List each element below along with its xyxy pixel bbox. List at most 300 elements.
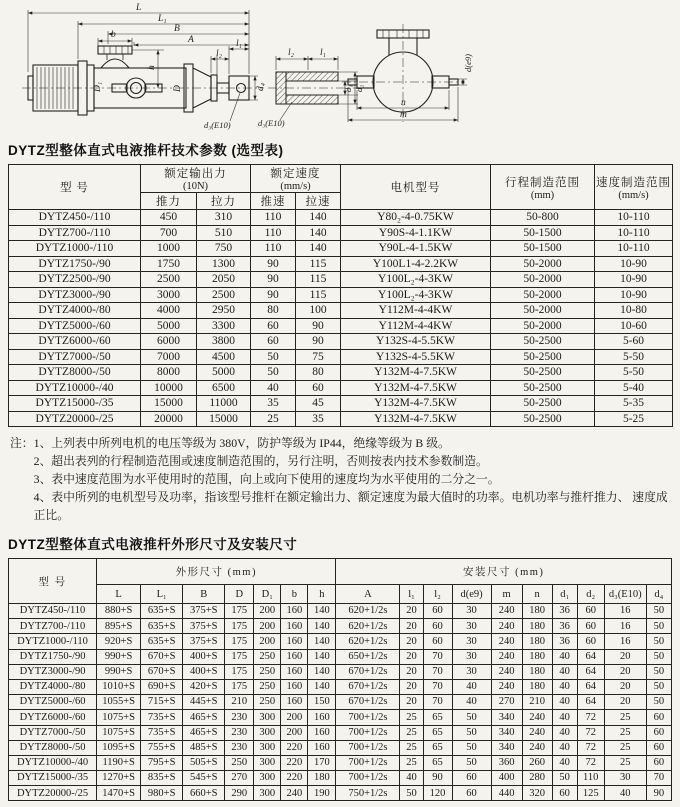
value-cell: 40 [452, 679, 491, 694]
value-cell: 25 [604, 755, 646, 770]
value-cell: 10-110 [595, 225, 673, 241]
value-cell: 240 [522, 710, 552, 725]
value-cell: 60 [296, 380, 341, 396]
value-cell: 180 [522, 649, 552, 664]
value-cell: 175 [225, 649, 254, 664]
model-cell: DYTZ6000-/60 [9, 710, 97, 725]
value-cell: 5-25 [595, 411, 673, 427]
value-cell: 5-60 [595, 334, 673, 350]
dim-label-detail-d2: d₂ [354, 84, 364, 92]
rated-speed-unit: (mm/s) [280, 181, 311, 192]
value-cell: 150 [308, 695, 336, 710]
value-cell: 1470+S [97, 786, 141, 801]
value-cell: 25 [604, 740, 646, 755]
col-header-pull-force: 拉力 [197, 193, 251, 210]
value-cell: 160 [281, 619, 308, 634]
value-cell: 50 [646, 649, 671, 664]
value-cell: 465+S [183, 725, 225, 740]
note-item: 4、表中所列的电机型号及功率，指该型号推杆在额定输出力、额定速度为最大值时的功率。电机功率与推杆推力、 速度成正比。 [33, 490, 668, 522]
value-cell: 260 [522, 755, 552, 770]
main-view [22, 46, 264, 115]
col-header-mount-group: 安装尺寸 (mm) [336, 559, 672, 585]
value-cell: 450 [141, 210, 197, 226]
value-cell: 20 [604, 649, 646, 664]
value-cell: 270 [225, 771, 254, 786]
value-cell: 90 [296, 318, 341, 334]
value-cell: 90 [251, 287, 296, 303]
value-cell: 90 [296, 334, 341, 350]
col-header-outline-group: 外形尺寸 (mm) [97, 559, 336, 585]
value-cell: 50 [452, 755, 491, 770]
value-cell: 240 [491, 604, 522, 619]
value-cell: 50-2500 [491, 380, 595, 396]
value-cell: 110 [251, 210, 296, 226]
value-cell: 250 [225, 755, 254, 770]
value-cell: 375+S [183, 604, 225, 619]
value-cell: 140 [308, 664, 336, 679]
value-cell: 920+S [97, 634, 141, 649]
end-view-labels [400, 54, 473, 120]
model-cell: DYTZ4000-/80 [9, 679, 97, 694]
value-cell: 1010+S [97, 679, 141, 694]
notes-list [34, 434, 670, 524]
value-cell: 64 [577, 664, 604, 679]
value-cell: 240 [522, 725, 552, 740]
value-cell: 300 [254, 755, 281, 770]
value-cell: 250 [254, 679, 281, 694]
dim-label-detail-l2: l₂ [288, 48, 294, 58]
value-cell: 20 [400, 664, 423, 679]
value-cell: 40 [552, 664, 577, 679]
value-cell: 5-40 [595, 380, 673, 396]
value-cell: 700+1/2s [336, 740, 400, 755]
value-cell: 120 [423, 786, 452, 801]
col-header-model2: 型 号 [9, 559, 97, 604]
value-cell: 60 [251, 334, 296, 350]
table-row [9, 272, 673, 288]
table-row [9, 679, 672, 694]
value-cell: Y132S-4-5.5KW [341, 334, 491, 350]
value-cell: 70 [423, 695, 452, 710]
col-header-pull-speed: 拉速 [296, 193, 341, 210]
dim-label-B: B [174, 24, 180, 34]
model-cell: DYTZ15000-/35 [9, 771, 97, 786]
dim-label-detail-l1: l₁ [320, 48, 326, 58]
value-cell: 25 [400, 710, 423, 725]
value-cell: 70 [423, 664, 452, 679]
value-cell: 670+1/2s [336, 695, 400, 710]
table-row [9, 225, 673, 241]
dim-label-n: n [401, 98, 406, 108]
dim-label-l1: l₁ [236, 39, 242, 49]
value-cell: 5-50 [595, 349, 673, 365]
value-cell: 400 [491, 771, 522, 786]
value-cell: 400+S [183, 664, 225, 679]
model-cell: DYTZ15000-/35 [9, 396, 141, 412]
value-cell: 64 [577, 649, 604, 664]
value-cell: 10-90 [595, 256, 673, 272]
value-cell: 980+S [141, 786, 183, 801]
value-cell: 1075+S [97, 725, 141, 740]
value-cell: 320 [522, 786, 552, 801]
value-cell: 64 [577, 679, 604, 694]
value-cell: 20 [400, 619, 423, 634]
value-cell: 60 [577, 604, 604, 619]
value-cell: 620+1/2s [336, 619, 400, 634]
model-cell: DYTZ10000-/40 [9, 380, 141, 396]
value-cell: 210 [225, 695, 254, 710]
value-cell: 700+1/2s [336, 771, 400, 786]
value-cell: 50-2000 [491, 287, 595, 303]
col-header-rated-speed [251, 165, 341, 193]
value-cell: 240 [491, 649, 522, 664]
table-row [9, 634, 672, 649]
value-cell: 240 [491, 619, 522, 634]
value-cell: 1270+S [97, 771, 141, 786]
value-cell: Y132M-4-7.5KW [341, 365, 491, 381]
value-cell: 65 [423, 710, 452, 725]
value-cell: 115 [296, 287, 341, 303]
value-cell: 125 [577, 786, 604, 801]
value-cell: 1300 [197, 256, 251, 272]
value-cell: 20000 [141, 411, 197, 427]
value-cell: 240 [491, 634, 522, 649]
model-cell: DYTZ3000-/90 [9, 287, 141, 303]
value-cell: 635+S [141, 604, 183, 619]
value-cell: 140 [308, 619, 336, 634]
value-cell: 635+S [141, 619, 183, 634]
value-cell: 310 [197, 210, 251, 226]
table-row [9, 695, 672, 710]
stroke-range-unit: (mm) [530, 189, 555, 201]
value-cell: 6000 [141, 334, 197, 350]
value-cell: 60 [577, 634, 604, 649]
value-cell: 50 [251, 365, 296, 381]
value-cell: 160 [281, 695, 308, 710]
note-item: 3、表中速度范围为水平使用时的范围，向上或向下使用的速度均为水平使用的二分之一。 [33, 472, 500, 486]
note-item: 1、上列表中所列电机的电压等级为 380V，防护等级为 IP44，绝缘等级为 B 级。 [33, 436, 450, 450]
value-cell: 1190+S [97, 755, 141, 770]
value-cell: 175 [225, 634, 254, 649]
value-cell: 60 [423, 619, 452, 634]
table2-body [9, 604, 672, 801]
value-cell: 100 [296, 303, 341, 319]
rated-force-unit: (10N) [182, 181, 209, 192]
value-cell: 180 [522, 604, 552, 619]
value-cell: 5-35 [595, 396, 673, 412]
value-cell: 72 [577, 755, 604, 770]
dim-label-h: h [147, 65, 157, 70]
model-cell: DYTZ450-/110 [9, 604, 97, 619]
model-cell: DYTZ7000-/50 [9, 725, 97, 740]
value-cell: 10-60 [595, 318, 673, 334]
value-cell: 30 [452, 604, 491, 619]
value-cell: Y90L-4-1.5KW [341, 241, 491, 257]
value-cell: Y132M-4-7.5KW [341, 396, 491, 412]
value-cell: 20 [604, 679, 646, 694]
stroke-range-label: 行程制造范围 [505, 176, 580, 189]
dim-label-de9: d(e9) [463, 54, 473, 72]
value-cell: 3800 [197, 334, 251, 350]
col-header-d4: d₄ [646, 585, 671, 604]
value-cell: 50 [452, 725, 491, 740]
value-cell: 2500 [141, 272, 197, 288]
value-cell: 40 [552, 695, 577, 710]
value-cell: 7000 [141, 349, 197, 365]
dimensions-table [8, 558, 672, 801]
value-cell: 300 [254, 725, 281, 740]
value-cell: 180 [522, 679, 552, 694]
col-header-push-speed: 推速 [251, 193, 296, 210]
value-cell: 35 [296, 411, 341, 427]
model-cell: DYTZ3000-/90 [9, 664, 97, 679]
value-cell: 50 [646, 634, 671, 649]
model-cell: DYTZ700-/110 [9, 619, 97, 634]
col-header-L: L [97, 585, 141, 604]
value-cell: 755+S [141, 740, 183, 755]
value-cell: 485+S [183, 740, 225, 755]
table-row [9, 664, 672, 679]
value-cell: 200 [281, 710, 308, 725]
value-cell: 1000 [141, 241, 197, 257]
value-cell: Y112M-4-4KW [341, 318, 491, 334]
col-header-d2: d₂ [577, 585, 604, 604]
value-cell: 60 [646, 755, 671, 770]
dim-label-L: L [136, 3, 142, 13]
value-cell: 60 [646, 725, 671, 740]
value-cell: 50 [646, 604, 671, 619]
value-cell: 250 [254, 695, 281, 710]
table-row [9, 411, 673, 427]
table-row [9, 365, 673, 381]
table-row [9, 318, 673, 334]
value-cell: Y132S-4-5.5KW [341, 349, 491, 365]
value-cell: 240 [281, 786, 308, 801]
value-cell: 690+S [141, 679, 183, 694]
section2-title: DYTZ型整体直式电液推杆外形尺寸及安装尺寸 [8, 537, 298, 552]
value-cell: 160 [281, 679, 308, 694]
table1-header [9, 165, 673, 210]
value-cell: 36 [552, 634, 577, 649]
value-cell: 11000 [197, 396, 251, 412]
value-cell: 240 [491, 679, 522, 694]
value-cell: 90 [251, 272, 296, 288]
value-cell: 240 [491, 664, 522, 679]
value-cell: 60 [423, 634, 452, 649]
value-cell: 36 [552, 604, 577, 619]
value-cell: 10-90 [595, 272, 673, 288]
value-cell: 25 [400, 755, 423, 770]
value-cell: 25 [604, 710, 646, 725]
value-cell: 30 [452, 619, 491, 634]
value-cell: Y90S-4-1.1KW [341, 225, 491, 241]
value-cell: 90 [251, 256, 296, 272]
value-cell: 3000 [141, 287, 197, 303]
value-cell: 400+S [183, 649, 225, 664]
value-cell: 10-110 [595, 210, 673, 226]
model-cell: DYTZ2500-/90 [9, 272, 141, 288]
value-cell: 300 [254, 771, 281, 786]
value-cell: 140 [308, 679, 336, 694]
value-cell: 36 [552, 619, 577, 634]
value-cell: 75 [296, 349, 341, 365]
value-cell: 50-2000 [491, 272, 595, 288]
model-cell: DYTZ10000-/40 [9, 755, 97, 770]
dim-label-l2: l₂ [216, 49, 222, 59]
model-cell: DYTZ1750-/90 [9, 256, 141, 272]
col-header-B: B [183, 585, 225, 604]
value-cell: 50-2500 [491, 411, 595, 427]
table2-header [9, 559, 672, 604]
value-cell: 375+S [183, 619, 225, 634]
section1-title: DYTZ型整体直式电液推杆技术参数 (选型表) [8, 143, 284, 158]
value-cell: 340 [491, 710, 522, 725]
model-cell: DYTZ1750-/90 [9, 649, 97, 664]
dim-label-D1: D₁ [93, 81, 103, 92]
value-cell: 270 [491, 695, 522, 710]
model-cell: DYTZ4000-/80 [9, 303, 141, 319]
value-cell: 10-110 [595, 241, 673, 257]
value-cell: 895+S [97, 619, 141, 634]
value-cell: 700+1/2s [336, 725, 400, 740]
value-cell: 3300 [197, 318, 251, 334]
table-row [9, 396, 673, 412]
value-cell: 60 [577, 619, 604, 634]
value-cell: 25 [604, 725, 646, 740]
value-cell: 635+S [141, 634, 183, 649]
model-cell: DYTZ5000-/60 [9, 318, 141, 334]
value-cell: 115 [296, 256, 341, 272]
dim-label-detail-d3: d₃(E10) [258, 118, 285, 128]
value-cell: 50-1500 [491, 225, 595, 241]
value-cell: 40 [604, 786, 646, 801]
model-cell: DYTZ8000-/50 [9, 365, 141, 381]
value-cell: 990+S [97, 664, 141, 679]
value-cell: 16 [604, 604, 646, 619]
dim-label-A: A [188, 35, 194, 45]
value-cell: 30 [452, 649, 491, 664]
value-cell: 64 [577, 695, 604, 710]
value-cell: 50-1500 [491, 241, 595, 257]
value-cell: 735+S [141, 725, 183, 740]
value-cell: 240 [522, 740, 552, 755]
value-cell: 25 [400, 725, 423, 740]
value-cell: 375+S [183, 634, 225, 649]
value-cell: 660+S [183, 786, 225, 801]
value-cell: 20 [400, 679, 423, 694]
value-cell: 6500 [197, 380, 251, 396]
value-cell: 72 [577, 710, 604, 725]
value-cell: 1075+S [97, 710, 141, 725]
value-cell: 250 [254, 664, 281, 679]
value-cell: 670+1/2s [336, 679, 400, 694]
table-row [9, 349, 673, 365]
value-cell: 220 [281, 740, 308, 755]
col-header-n: n [522, 585, 552, 604]
value-cell: 72 [577, 740, 604, 755]
value-cell: 4500 [197, 349, 251, 365]
model-cell: DYTZ20000-/25 [9, 786, 97, 801]
rated-force-label: 额定输出力 [164, 168, 227, 180]
value-cell: 200 [281, 725, 308, 740]
value-cell: Y132M-4-7.5KW [341, 411, 491, 427]
value-cell: Y100L₂-4-3KW [341, 272, 491, 288]
model-cell: DYTZ1000-/110 [9, 634, 97, 649]
value-cell: 65 [423, 740, 452, 755]
table-row [9, 380, 673, 396]
value-cell: 140 [308, 634, 336, 649]
value-cell: 10000 [141, 380, 197, 396]
value-cell: Y100L₂-4-3KW [341, 287, 491, 303]
value-cell: 210 [522, 695, 552, 710]
value-cell: 30 [604, 771, 646, 786]
value-cell: 30 [452, 634, 491, 649]
value-cell: 40 [552, 755, 577, 770]
value-cell: 5000 [141, 318, 197, 334]
value-cell: 50 [452, 710, 491, 725]
value-cell: 700+1/2s [336, 710, 400, 725]
value-cell: 440 [491, 786, 522, 801]
value-cell: 175 [225, 664, 254, 679]
value-cell: 200 [254, 634, 281, 649]
value-cell: 70 [423, 649, 452, 664]
value-cell: 160 [308, 725, 336, 740]
value-cell: 50 [646, 664, 671, 679]
value-cell: 420+S [183, 679, 225, 694]
value-cell: 10-80 [595, 303, 673, 319]
value-cell: 30 [452, 664, 491, 679]
value-cell: 60 [646, 740, 671, 755]
rated-speed-label: 额定速度 [270, 168, 321, 180]
col-header-stroke-range [491, 165, 595, 210]
value-cell: 50-800 [491, 210, 595, 226]
col-header-d1: d₁ [552, 585, 577, 604]
value-cell: 8000 [141, 365, 197, 381]
value-cell: 300 [254, 710, 281, 725]
value-cell: 300 [254, 740, 281, 755]
model-cell: DYTZ1000-/110 [9, 241, 141, 257]
value-cell: 175 [225, 604, 254, 619]
value-cell: 250 [254, 649, 281, 664]
value-cell: 40 [552, 740, 577, 755]
col-header-b: b [281, 585, 308, 604]
table-row [9, 256, 673, 272]
value-cell: 160 [308, 740, 336, 755]
model-cell: DYTZ6000-/60 [9, 334, 141, 350]
value-cell: 60 [552, 786, 577, 801]
col-header-d3E10: d₃(E10) [604, 585, 646, 604]
dim-label-L1: L₁ [158, 14, 167, 24]
model-cell: DYTZ7000-/50 [9, 349, 141, 365]
value-cell: 20 [604, 695, 646, 710]
value-cell: 650+1/2s [336, 649, 400, 664]
value-cell: 40 [452, 695, 491, 710]
value-cell: 360 [491, 755, 522, 770]
value-cell: 880+S [97, 604, 141, 619]
main-view-labels [93, 3, 266, 130]
value-cell: 15000 [197, 411, 251, 427]
value-cell: 230 [225, 725, 254, 740]
value-cell: 140 [296, 241, 341, 257]
col-header-model: 型 号 [9, 165, 141, 210]
table-row [9, 740, 672, 755]
value-cell: 140 [296, 225, 341, 241]
col-header-m: m [491, 585, 522, 604]
value-cell: 40 [552, 710, 577, 725]
value-cell: 60 [646, 710, 671, 725]
value-cell: 220 [281, 755, 308, 770]
table-row [9, 710, 672, 725]
